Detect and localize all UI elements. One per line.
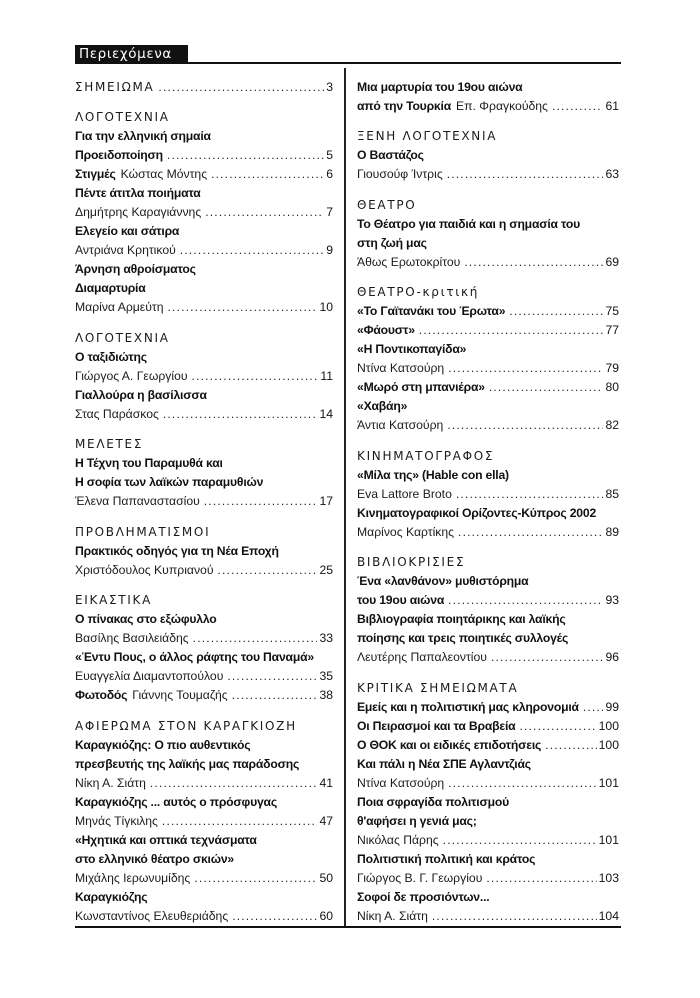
bottom-rule — [75, 926, 621, 928]
entry-author: Στας Παράσκος — [75, 406, 159, 421]
entry-title: του 19ου αιώνα — [357, 593, 445, 607]
page-number: 99 — [605, 699, 619, 714]
entry-author: Γιώργος Α. Γεωργίου — [75, 368, 188, 383]
section-title: ΘΕΑΤΡΟ-κριτική — [357, 285, 480, 299]
entry-title: «Έντυ Πους, ο άλλος ράφτης του Παναμά» — [75, 650, 314, 664]
entry-title: Πολιτιστική πολιτική και κράτος — [357, 851, 536, 866]
page-number: 7 — [326, 205, 333, 219]
entry-author: Αντριάνα Κρητικού — [75, 243, 176, 257]
column-divider — [344, 68, 346, 926]
toc-entry — [357, 869, 619, 888]
entry-author: Βασίλης Βασιλειάδης — [75, 631, 189, 645]
entry-title: στη ζωή μας — [357, 235, 427, 250]
toc-entry — [357, 907, 619, 926]
entry-title: πρεσβευτής της λαϊκής μας παράδοσης — [75, 756, 300, 771]
entry-title: Ελεγείο και σάτιρα — [75, 224, 180, 238]
dot-leader — [447, 416, 603, 435]
dot-leader — [448, 774, 596, 793]
page-number: 89 — [605, 524, 619, 539]
section-heading — [75, 329, 333, 348]
toc-entry — [75, 686, 333, 705]
toc-entry — [357, 97, 619, 116]
entry-author: Ντίνα Κατσούρη — [357, 361, 445, 375]
toc-entry — [75, 888, 333, 907]
section-title: ΛΟΓΟΤΕΧΝΙΑ — [75, 330, 170, 345]
section-title: ΞΕΝΗ ΛΟΓΟΤΕΧΝΙΑ — [357, 129, 498, 143]
dot-leader — [204, 492, 318, 511]
entry-title: Οι Πειρασμοί και τα Βραβεία — [357, 718, 516, 733]
section-title: ΚΡΙΤΙΚΑ ΣΗΜΕΙΩΜΑΤΑ — [357, 680, 519, 695]
section-title: ΛΟΓΟΤΕΧΝΙΑ — [75, 110, 170, 124]
entry-title: Ο ταξιδιώτης — [75, 349, 147, 364]
page-number: 100 — [598, 737, 619, 752]
page-number: 103 — [598, 870, 619, 885]
page-number: 47 — [319, 813, 333, 828]
entry-author: Λευτέρης Παπαλεοντίου — [357, 650, 487, 664]
page-number: 77 — [605, 323, 619, 337]
toc-entry — [357, 572, 619, 591]
entry-title: Ποια σφραγίδα πολιτισμού — [357, 794, 509, 809]
toc-entry — [357, 397, 619, 416]
page-title: Περιεχόμενα — [75, 45, 188, 64]
entry-title: Το Θέατρο για παιδιά και η σημασία του — [357, 216, 581, 231]
section-title: ΣΗΜΕΙΩΜΑ — [75, 79, 155, 94]
dot-leader — [448, 359, 603, 378]
entry-author: Νικόλας Πάρης — [357, 832, 439, 847]
toc-entry — [357, 629, 619, 648]
entry-title: Διαμαρτυρία — [75, 281, 146, 295]
entry-title: Η Τέχνη του Παραμυθά και — [75, 456, 223, 470]
dot-leader — [167, 146, 324, 165]
page-number: 50 — [319, 870, 333, 885]
dot-leader — [456, 485, 604, 504]
dot-leader — [486, 869, 596, 888]
dot-leader — [509, 302, 603, 321]
toc-entry — [357, 610, 619, 629]
toc-entry — [357, 416, 619, 435]
dot-leader — [545, 736, 596, 755]
section-heading — [357, 679, 619, 698]
entry-title: Μια μαρτυρία του 19ου αιώνα — [357, 79, 523, 94]
entry-title: «Μωρό στη μπανιέρα» — [357, 380, 485, 394]
entry-title: Η σοφία των λαϊκών παραμυθιών — [75, 475, 264, 489]
section-title: ΑΦΙΕΡΩΜΑ ΣΤΟΝ ΚΑΡΑΓΚΙΟΖΗ — [75, 718, 297, 733]
toc-entry — [357, 698, 619, 717]
entry-title: «Το Γαϊτανάκι του Έρωτα» — [357, 304, 506, 318]
page-number: 80 — [605, 380, 619, 394]
right-column — [357, 78, 619, 926]
toc-entry — [75, 648, 333, 667]
toc-entry — [357, 812, 619, 831]
entry-title: «Φάουστ» — [357, 323, 415, 337]
entry-title: Στιγμές — [75, 167, 116, 181]
section-heading — [357, 283, 619, 302]
toc-entry — [357, 78, 619, 97]
page-number: 100 — [598, 718, 619, 733]
dot-leader — [217, 561, 317, 580]
entry-author: Ευαγγελία Διαμαντοπούλου — [75, 669, 224, 683]
entry-title: στο ελληνικό θέατρο σκιών» — [75, 851, 234, 866]
entry-author: Μιχάλης Ιερωνυμίδης — [75, 870, 191, 885]
entry-title: Ο ΘΟΚ και οι ειδικές επιδοτήσεις — [357, 737, 542, 752]
toc-entry — [75, 367, 333, 386]
entry-title: Εμείς και η πολιτιστική μας κληρονομιά — [357, 699, 579, 714]
toc-entry — [75, 405, 333, 424]
dot-leader — [162, 812, 318, 831]
toc-entry — [357, 485, 619, 504]
page-number: 9 — [326, 243, 333, 257]
section-heading — [357, 127, 619, 146]
toc-entry — [357, 165, 619, 184]
entry-title: Ο πίνακας στο εξώφυλλο — [75, 612, 217, 626]
entry-author: Έλενα Παπαναστασίου — [75, 494, 200, 508]
dot-leader — [458, 523, 603, 542]
dot-leader — [489, 378, 604, 397]
toc-entry — [357, 504, 619, 523]
entry-title: θ'αφήσει η γενιά μας; — [357, 813, 477, 828]
dot-leader — [447, 165, 604, 184]
dot-leader — [180, 241, 324, 260]
dot-leader — [491, 648, 603, 667]
dot-leader — [432, 907, 597, 926]
entry-title: Ο Βαστάζος — [357, 148, 424, 162]
toc-entry — [357, 888, 619, 907]
entry-title: Και πάλι η Νέα ΣΠΕ Αγλαντζιάς — [357, 756, 531, 771]
toc-entry — [357, 523, 619, 542]
page-number: 38 — [319, 688, 333, 702]
toc-entry — [75, 260, 333, 279]
entry-author: Νίκη Α. Σιάτη — [75, 775, 146, 790]
entry-title: από την Τουρκία — [357, 98, 451, 113]
entry-author: Κωνσταντίνος Ελευθεριάδης — [75, 908, 229, 923]
toc-entry — [75, 241, 333, 260]
toc-entry — [75, 127, 333, 146]
section-heading — [357, 447, 619, 466]
entry-author: Ντίνα Κατσούρη — [357, 775, 445, 790]
page-number: 104 — [598, 908, 619, 923]
toc-entry — [75, 146, 333, 165]
toc-entry — [357, 793, 619, 812]
page-number: 69 — [605, 254, 619, 269]
toc-entry — [357, 340, 619, 359]
page-number: 79 — [605, 361, 619, 375]
dot-leader — [232, 686, 318, 705]
toc-entry — [357, 215, 619, 234]
toc-entry — [357, 717, 619, 736]
toc-entry — [75, 542, 333, 561]
dot-leader — [464, 253, 603, 272]
page-number: 61 — [605, 98, 619, 113]
entry-author: Άθως Ερωτοκρίτου — [357, 254, 461, 269]
entry-title: Πέντε άτιτλα ποιήματα — [75, 186, 201, 200]
entry-title: Κινηματογραφικοί Ορίζοντες-Κύπρος 2002 — [357, 505, 597, 520]
dot-leader — [443, 831, 597, 850]
entry-title: «Μίλα της» (Hable con ella) — [357, 467, 509, 482]
entry-author: Γιουσούφ Ίντρις — [357, 167, 443, 181]
toc-entry — [357, 146, 619, 165]
dot-leader — [167, 298, 317, 317]
page-number: 35 — [319, 669, 333, 683]
entry-title: Προειδοποίηση — [75, 148, 163, 162]
entry-title: Καραγκιόζης — [75, 889, 148, 904]
entry-author: Γιώργος Β. Γ. Γεωργίου — [357, 870, 483, 885]
toc-entry — [75, 165, 333, 184]
toc-entry — [75, 812, 333, 831]
section-title: ΠΡΟΒΛΗΜΑΤΙΣΜΟΙ — [75, 524, 211, 539]
toc-entry — [357, 774, 619, 793]
toc-entry — [75, 348, 333, 367]
entry-title: Φωτοδός — [75, 688, 128, 702]
entry-title: «Χαβάη» — [357, 399, 408, 413]
toc-entry — [75, 454, 333, 473]
dot-leader — [448, 591, 603, 610]
section-heading — [357, 196, 619, 215]
toc-entry — [75, 473, 333, 492]
toc-entry — [75, 298, 333, 317]
entry-title: Σοφοί δε προσιόντων... — [357, 889, 490, 904]
entry-title: Γιαλλούρα η βασίλισσα — [75, 387, 207, 402]
section-heading — [75, 435, 333, 454]
page-number: 6 — [326, 167, 333, 181]
toc-entry — [75, 610, 333, 629]
entry-author: Επ. Φραγκούδης — [456, 98, 548, 113]
entry-author: Κώστας Μόντης — [120, 167, 208, 181]
toc-entry — [75, 386, 333, 405]
page-number: 85 — [605, 486, 619, 501]
entry-title: Άρνηση αθροίσματος — [75, 262, 196, 276]
toc-entry — [75, 755, 333, 774]
toc-entry — [357, 736, 619, 755]
page-number: 82 — [605, 418, 619, 432]
toc-entry — [357, 234, 619, 253]
dot-leader — [232, 907, 317, 926]
section-heading — [357, 553, 619, 572]
entry-author: Δημήτρης Καραγιάννης — [75, 205, 202, 219]
dot-leader — [163, 405, 318, 424]
section-title: ΒΙΒΛΙΟΚΡΙΣΙΕΣ — [357, 555, 466, 569]
dot-leader — [211, 165, 324, 184]
toc-entry — [75, 907, 333, 926]
toc-entry — [357, 253, 619, 272]
dot-leader — [419, 321, 604, 340]
toc-entry — [75, 629, 333, 648]
entry-author: Μηνάς Τίγκιλης — [75, 813, 158, 828]
dot-leader — [519, 717, 596, 736]
page-number: 41 — [319, 775, 333, 790]
toc-entry — [75, 774, 333, 793]
section-heading — [75, 78, 333, 97]
entry-title: «Ηχητικά και οπτικά τεχνάσματα — [75, 832, 257, 847]
page-number: 75 — [605, 304, 619, 318]
page-number: 33 — [319, 631, 333, 645]
toc-entry — [75, 831, 333, 850]
page-number: 10 — [319, 300, 333, 314]
entry-author: Νίκη Α. Σιάτη — [357, 908, 428, 923]
page-number: 11 — [320, 368, 333, 383]
toc-entry — [75, 869, 333, 888]
entry-title: Καραγκιόζης: Ο πιο αυθεντικός — [75, 737, 251, 752]
entry-title: ποίησης και τρεις ποιητικές συλλογές — [357, 631, 569, 645]
toc-entry — [357, 302, 619, 321]
section-title: ΕΙΚΑΣΤΙΚΑ — [75, 593, 153, 607]
entry-title: Πρακτικός οδηγός για τη Νέα Εποχή — [75, 543, 279, 558]
toc-entry — [75, 561, 333, 580]
page-number: 101 — [598, 775, 619, 790]
dot-leader — [552, 97, 604, 116]
page-number: 17 — [319, 494, 333, 508]
toc-entry — [75, 850, 333, 869]
entry-author: Eva Lattore Broto — [357, 486, 452, 501]
toc-entry — [75, 279, 333, 298]
dot-leader — [227, 667, 317, 686]
entry-title: «Η Ποντικοπαγίδα» — [357, 342, 467, 356]
entry-title: Ένα «λανθάνον» μυθιστόρημα — [357, 574, 529, 588]
page-number: 96 — [605, 650, 619, 664]
entry-author: Άντια Κατσούρη — [357, 418, 444, 432]
toc-entry — [357, 321, 619, 340]
section-heading — [75, 108, 333, 127]
dot-leader — [158, 78, 324, 97]
page-number: 5 — [326, 148, 333, 162]
page-number: 3 — [326, 79, 333, 94]
entry-title: Καραγκιόζης ... αυτός ο πρόσφυγας — [75, 794, 277, 809]
toc-entry — [357, 378, 619, 397]
section-heading — [75, 717, 333, 736]
toc-entry — [75, 667, 333, 686]
toc-entry — [357, 755, 619, 774]
page-number: 14 — [319, 406, 333, 421]
dot-leader — [205, 203, 324, 222]
toc-entry — [75, 793, 333, 812]
page-number: 101 — [598, 832, 619, 847]
section-heading — [75, 591, 333, 610]
entry-author: Γιάννης Τουμαζής — [132, 688, 228, 702]
toc-entry — [357, 466, 619, 485]
page-number: 60 — [319, 908, 333, 923]
dot-leader — [150, 774, 318, 793]
section-title: ΘΕΑΤΡΟ — [357, 197, 417, 212]
entry-author: Χριστόδουλος Κυπριανού — [75, 562, 214, 577]
entry-title: Για την ελληνική σημαία — [75, 129, 211, 143]
toc-entry — [75, 203, 333, 222]
entry-author: Μαρίνα Αρμεύτη — [75, 300, 164, 314]
toc-entry — [357, 831, 619, 850]
dot-leader — [192, 367, 319, 386]
entry-author: Μαρίνος Καρτίκης — [357, 524, 455, 539]
entry-title: Βιβλιογραφία ποιητάρικης και λαϊκής — [357, 612, 566, 626]
page-number: 93 — [605, 593, 619, 607]
section-title: ΜΕΛΕΤΕΣ — [75, 437, 144, 451]
page-number: 25 — [319, 562, 333, 577]
toc-entry — [357, 359, 619, 378]
toc-entry — [357, 648, 619, 667]
toc-entry — [357, 850, 619, 869]
section-title: ΚΙΝΗΜΑΤΟΓΡΑΦΟΣ — [357, 448, 495, 463]
dot-leader — [583, 698, 604, 717]
dot-leader — [193, 629, 318, 648]
toc-entry — [75, 492, 333, 511]
dot-leader — [194, 869, 317, 888]
toc-entry — [75, 736, 333, 755]
toc-entry — [75, 222, 333, 241]
left-column — [75, 78, 333, 926]
toc-entry — [357, 591, 619, 610]
page-number: 63 — [605, 167, 619, 181]
section-heading — [75, 523, 333, 542]
toc-entry — [75, 184, 333, 203]
